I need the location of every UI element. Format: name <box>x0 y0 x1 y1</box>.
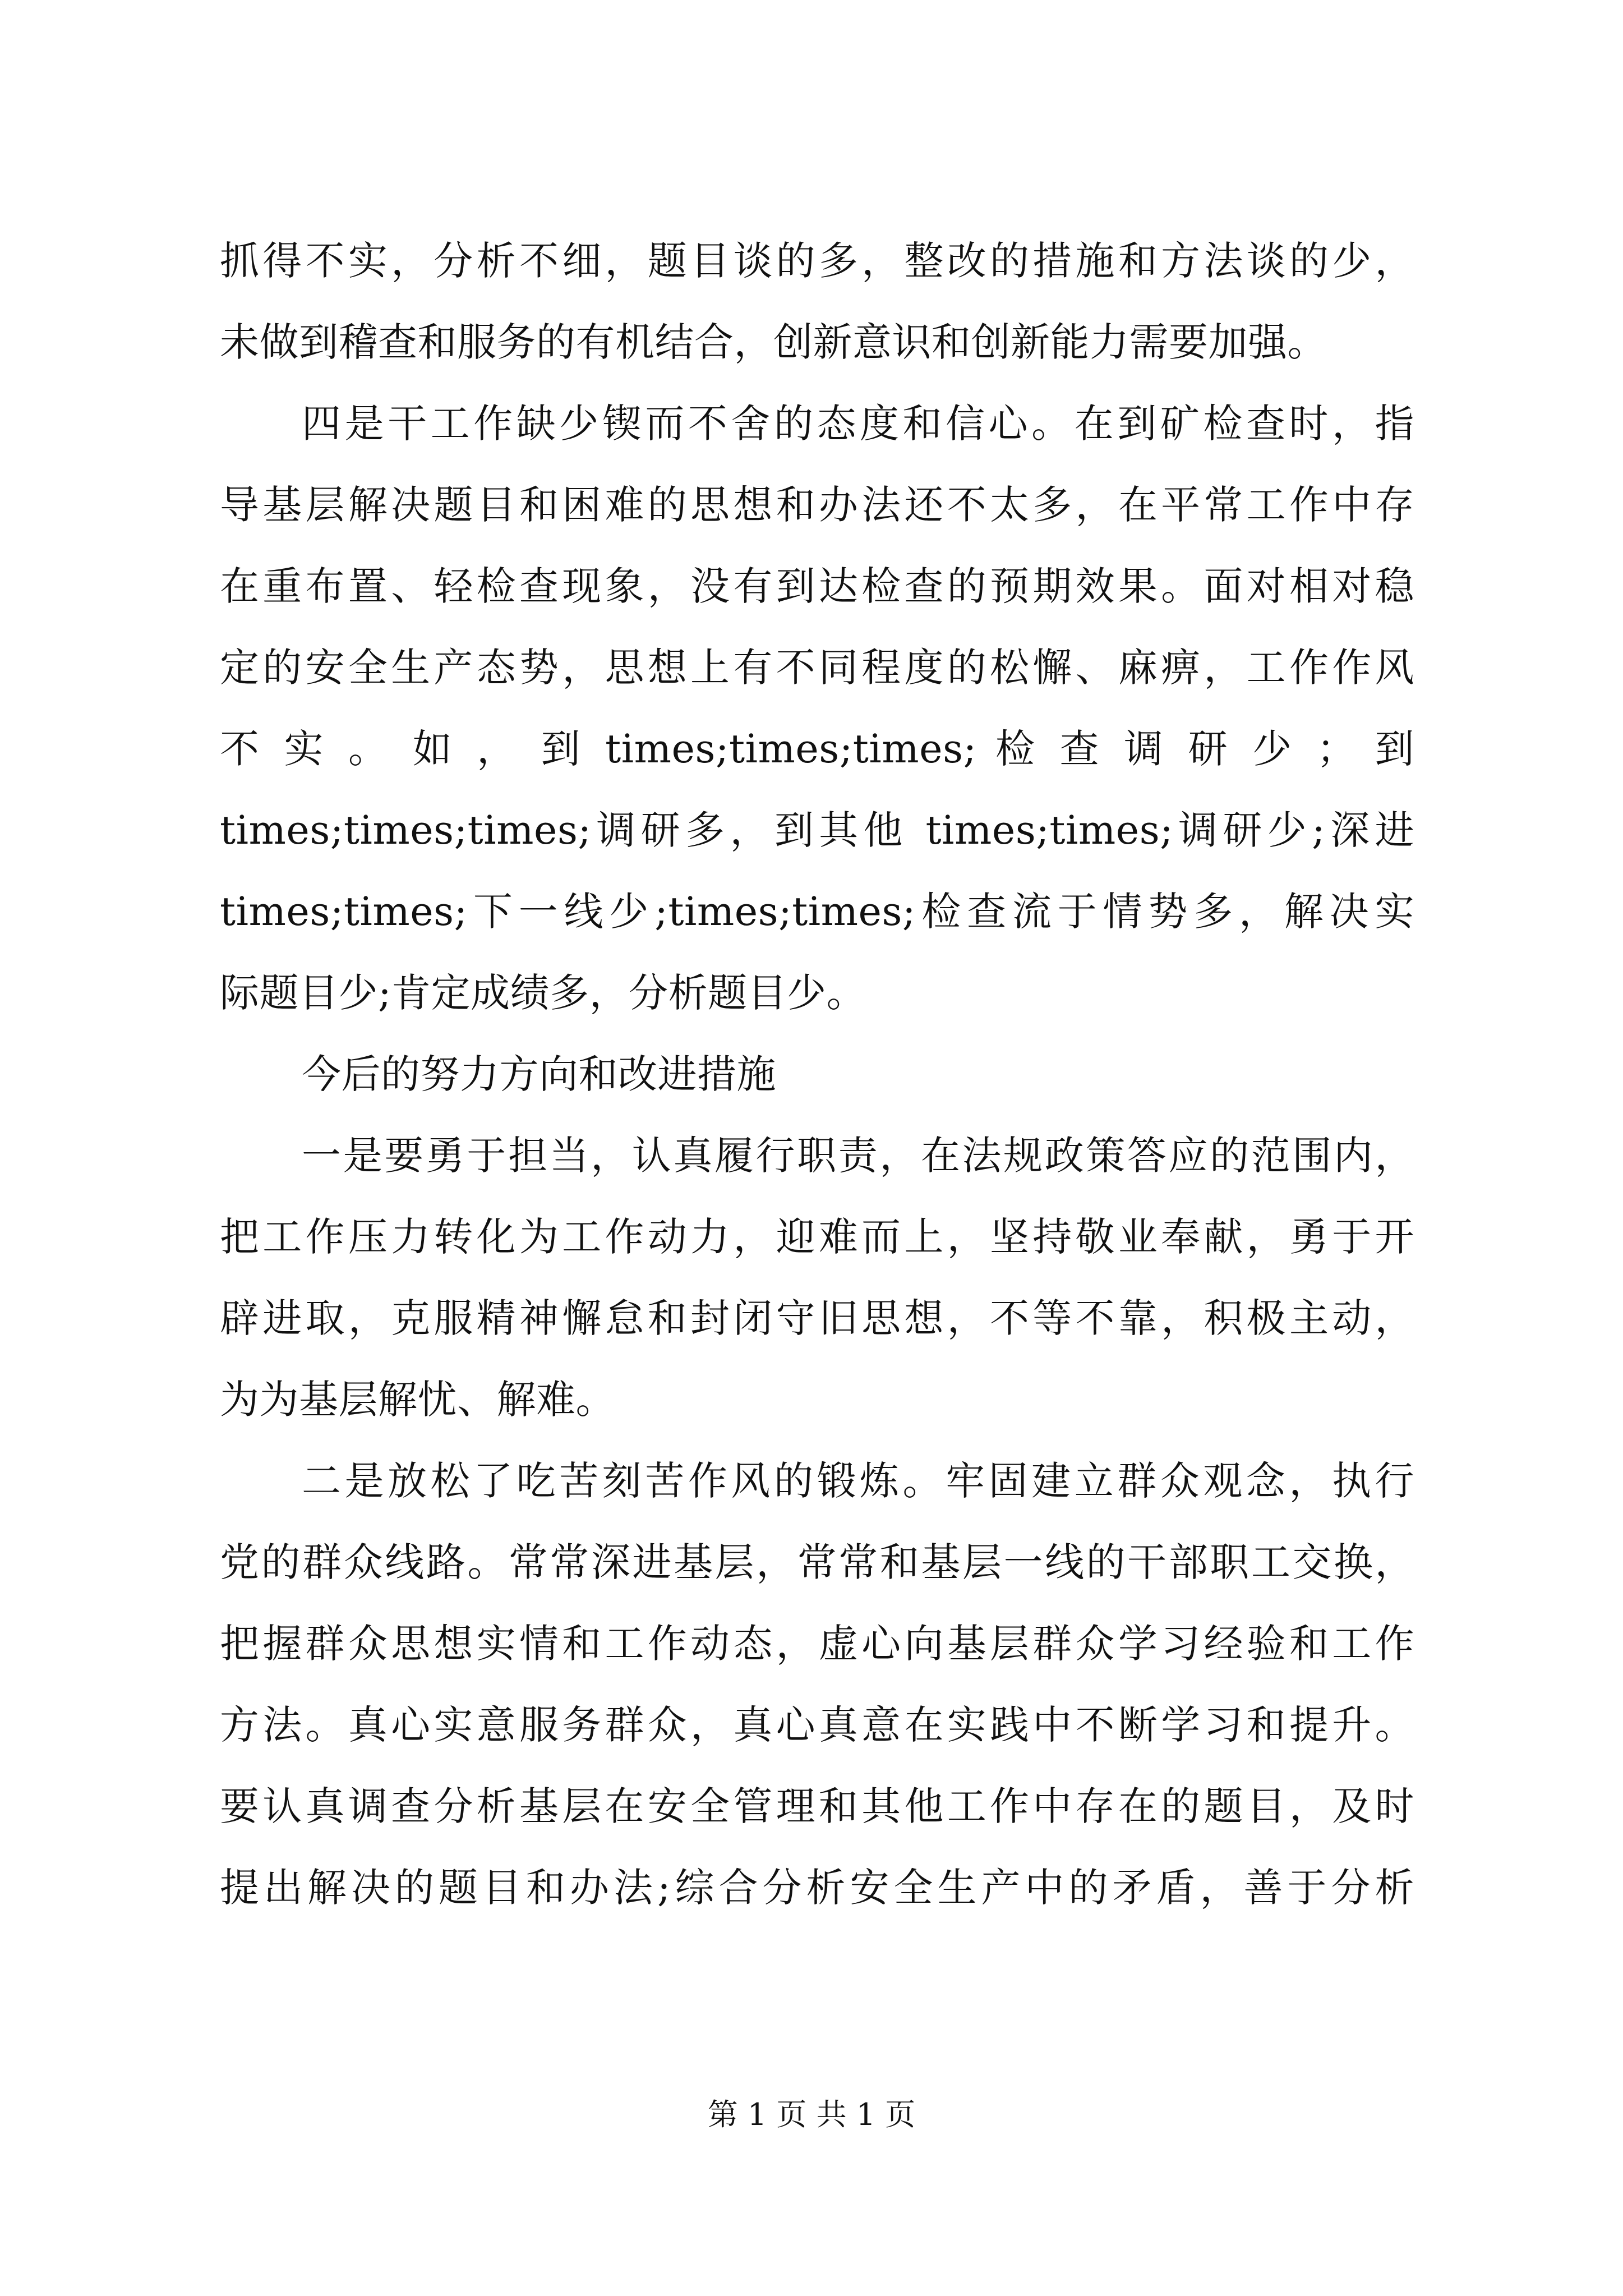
text-line: 未做到稽查和服务的有机结合，创新意识和创新能力需要加强。 <box>220 319 1327 365</box>
text-line: 把工作压力转化为工作动力，迎难而上，坚持敬业奉献，勇于开 <box>220 1214 1414 1260</box>
text-line: 辟进取，克服精神懈怠和封闭守旧思想，不等不靠，积极主动， <box>220 1295 1414 1341</box>
text-line: 一是要勇于担当，认真履行职责，在法规政策答应的范围内， <box>302 1133 1414 1179</box>
text-line: 在重布置、轻检查现象，没有到达检查的预期效果。面对相对稳 <box>220 563 1414 609</box>
text-line: 际题目少;肯定成绩多，分析题目少。 <box>220 970 866 1016</box>
text-line: times;times;times;调研多，到其他 times;times;调研少;深进 <box>220 807 1414 853</box>
text-line: 不 实 。 如 ， 到 times;times;times; 检 查 调 研 少 ； 到 <box>220 726 1414 772</box>
text-line: 党的群众线路。常常深进基层，常常和基层一线的干部职工交换， <box>220 1539 1414 1585</box>
text-line: 把握群众思想实情和工作动态，虚心向基层群众学习经验和工作 <box>220 1621 1414 1667</box>
text-line: 方法。真心实意服务群众，真心真意在实践中不断学习和提升。 <box>220 1702 1414 1748</box>
text-line: 定的安全生产态势，思想上有不同程度的松懈、麻痹，工作作风 <box>220 645 1414 691</box>
text-line: 导基层解决题目和困难的思想和办法还不太多，在平常工作中存 <box>220 482 1414 528</box>
text-line: 二是放松了吃苦刻苦作风的锻炼。牢固建立群众观念，执行 <box>302 1458 1414 1504</box>
text-line: 今后的努力方向和改进措施 <box>302 1051 776 1097</box>
page-footer: 第 1 页 共 1 页 <box>707 2097 916 2132</box>
text-line: 提出解决的题目和办法;综合分析安全生产中的矛盾，善于分析 <box>220 1865 1414 1911</box>
text-line: 为为基层解忧、解难。 <box>220 1377 615 1423</box>
text-line: 抓得不实，分析不细，题目谈的多，整改的措施和方法谈的少， <box>220 238 1414 284</box>
text-line: times;times;下一线少;times;times;检查流于情势多，解决实 <box>220 889 1414 935</box>
text-line: 要认真调查分析基层在安全管理和其他工作中存在的题目，及时 <box>220 1783 1414 1829</box>
document-body <box>220 220 1414 1929</box>
text-line: 四是干工作缺少锲而不舍的态度和信心。在到矿检查时，指 <box>302 401 1414 447</box>
